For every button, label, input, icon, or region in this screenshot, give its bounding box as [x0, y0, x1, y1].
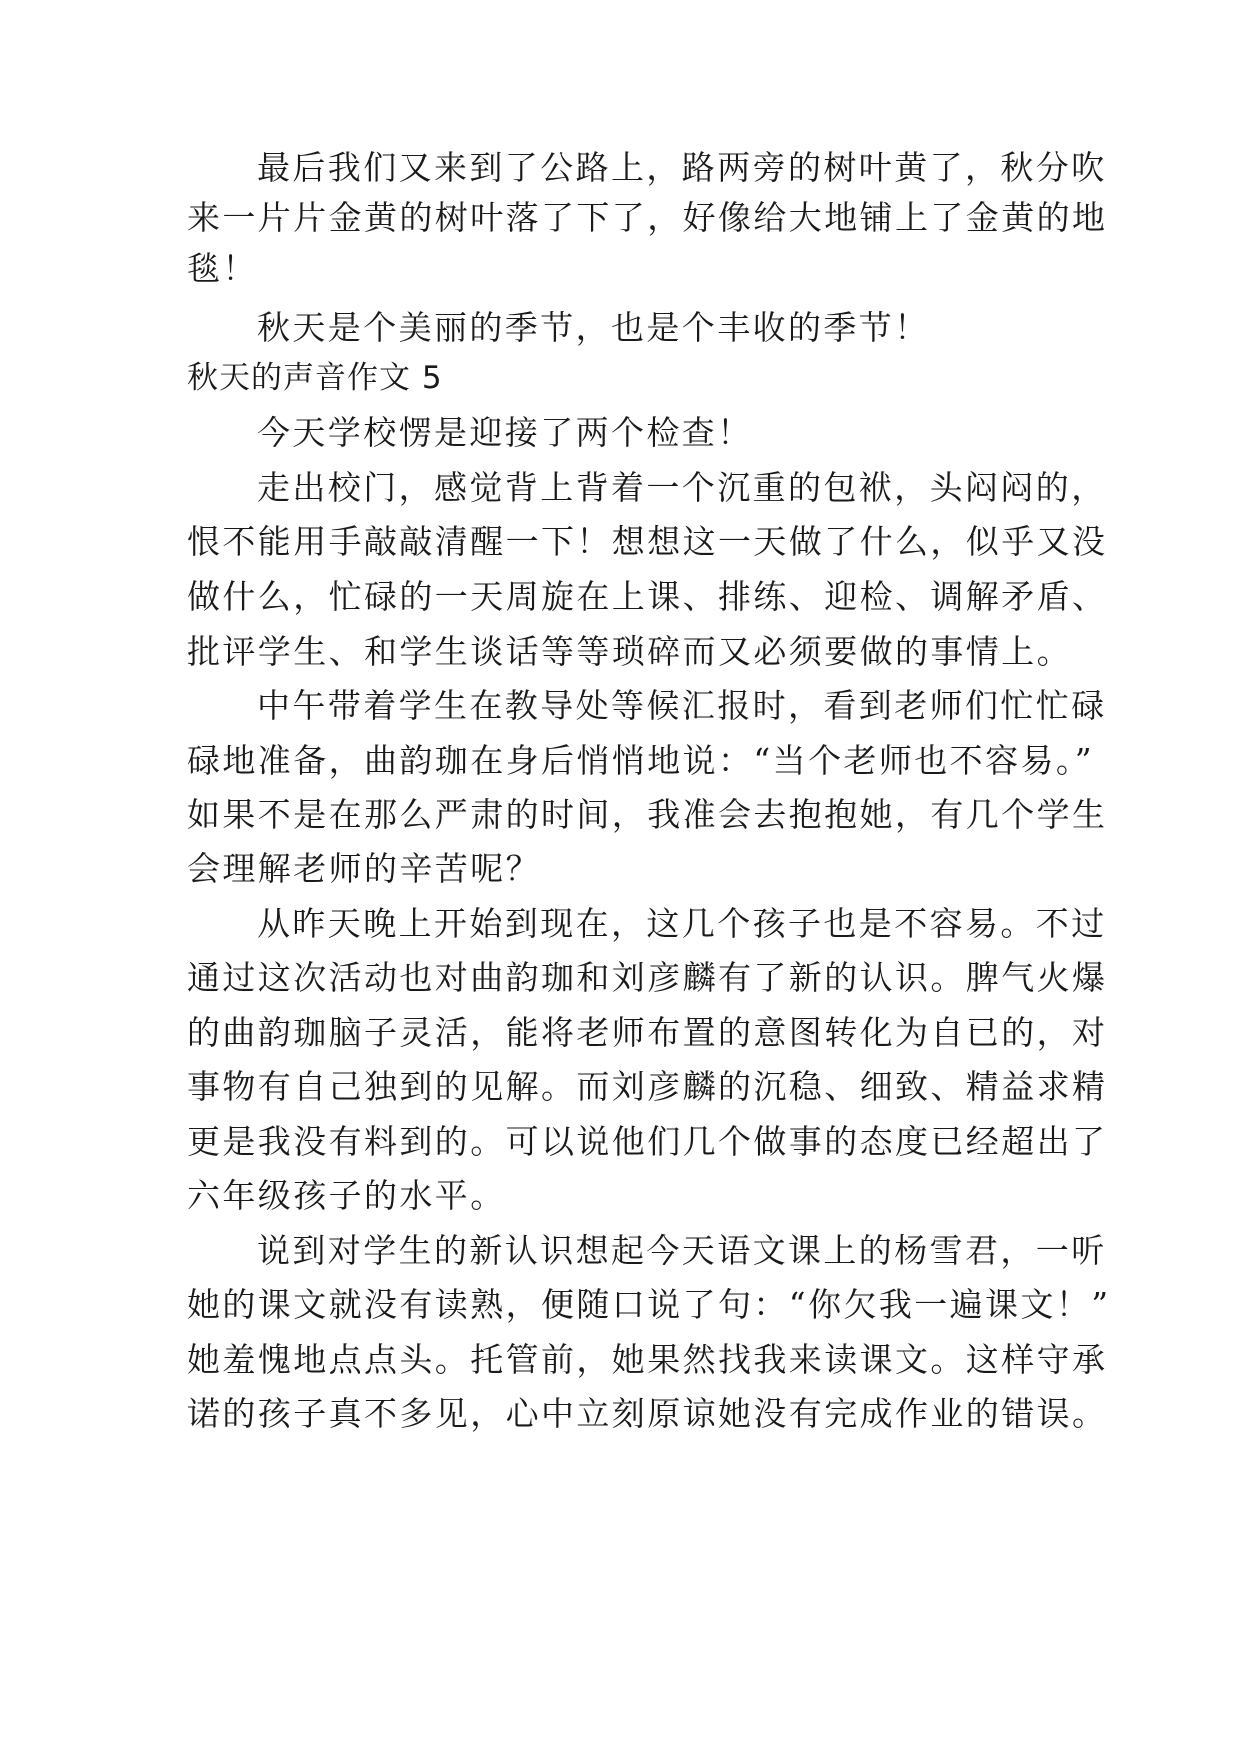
text-line: 更是我没有料到的。可以说他们几个做事的态度已经超出了 [187, 1122, 1108, 1161]
text-line: 的曲韵珈脑子灵活，能将老师布置的意图转化为自已的，对 [187, 1013, 1108, 1052]
text-line: 她的课文就没有读熟，便随口说了句：“你欠我一遍课文！” [187, 1285, 1111, 1324]
text-line: 毯！ [187, 249, 258, 288]
text-line: 从昨天晚上开始到现在，这几个孩子也是不容易。不过 [257, 904, 1107, 943]
text-line: 说到对学生的新认识想起今天语文课上的杨雪君，一听 [257, 1231, 1107, 1270]
text-line: 六年级孩子的水平。 [187, 1176, 506, 1215]
text-line: 会理解老师的辛苦呢？ [187, 849, 541, 888]
text-line: 通过这次活动也对曲韵珈和刘彦麟有了新的认识。脾气火爆 [187, 958, 1108, 997]
text-line: 诺的孩子真不多见，心中立刻原谅她没有完成作业的错误。 [187, 1394, 1108, 1433]
text-line: 事物有自己独到的见解。而刘彦麟的沉稳、细致、精益求精 [187, 1067, 1108, 1106]
text-line: 碌地准备，曲韵珈在身后悄悄地说：“当个老师也不容易。” [187, 741, 1095, 780]
text-line: 中午带着学生在教导处等候汇报时，看到老师们忙忙碌 [257, 686, 1107, 725]
text-line: 来一片片金黄的树叶落了下了，好像给大地铺上了金黄的地 [187, 198, 1108, 237]
section-heading: 秋天的声音作文 5 [187, 360, 443, 396]
text-line: 最后我们又来到了公路上，路两旁的树叶黄了，秋分吹 [257, 148, 1107, 187]
text-line: 走出校门，感觉背上背着一个沉重的包袱，头闷闷的， [257, 468, 1107, 507]
text-line: 恨不能用手敲敲清醒一下！想想这一天做了什么，似乎又没 [187, 522, 1108, 561]
text-line: 做什么，忙碌的一天周旋在上课、排练、迎检、调解矛盾、 [187, 577, 1108, 616]
text-line: 今天学校愣是迎接了两个检查！ [257, 413, 753, 452]
text-line: 秋天是个美丽的季节，也是个丰收的季节！ [257, 308, 930, 347]
text-line: 她羞愧地点点头。托管前，她果然找我来读课文。这样守承 [187, 1340, 1108, 1379]
text-line: 批评学生、和学生谈话等等琐碎而又必须要做的事情上。 [187, 632, 1072, 671]
text-line: 如果不是在那么严肃的时间，我准会去抱抱她，有几个学生 [187, 795, 1108, 834]
